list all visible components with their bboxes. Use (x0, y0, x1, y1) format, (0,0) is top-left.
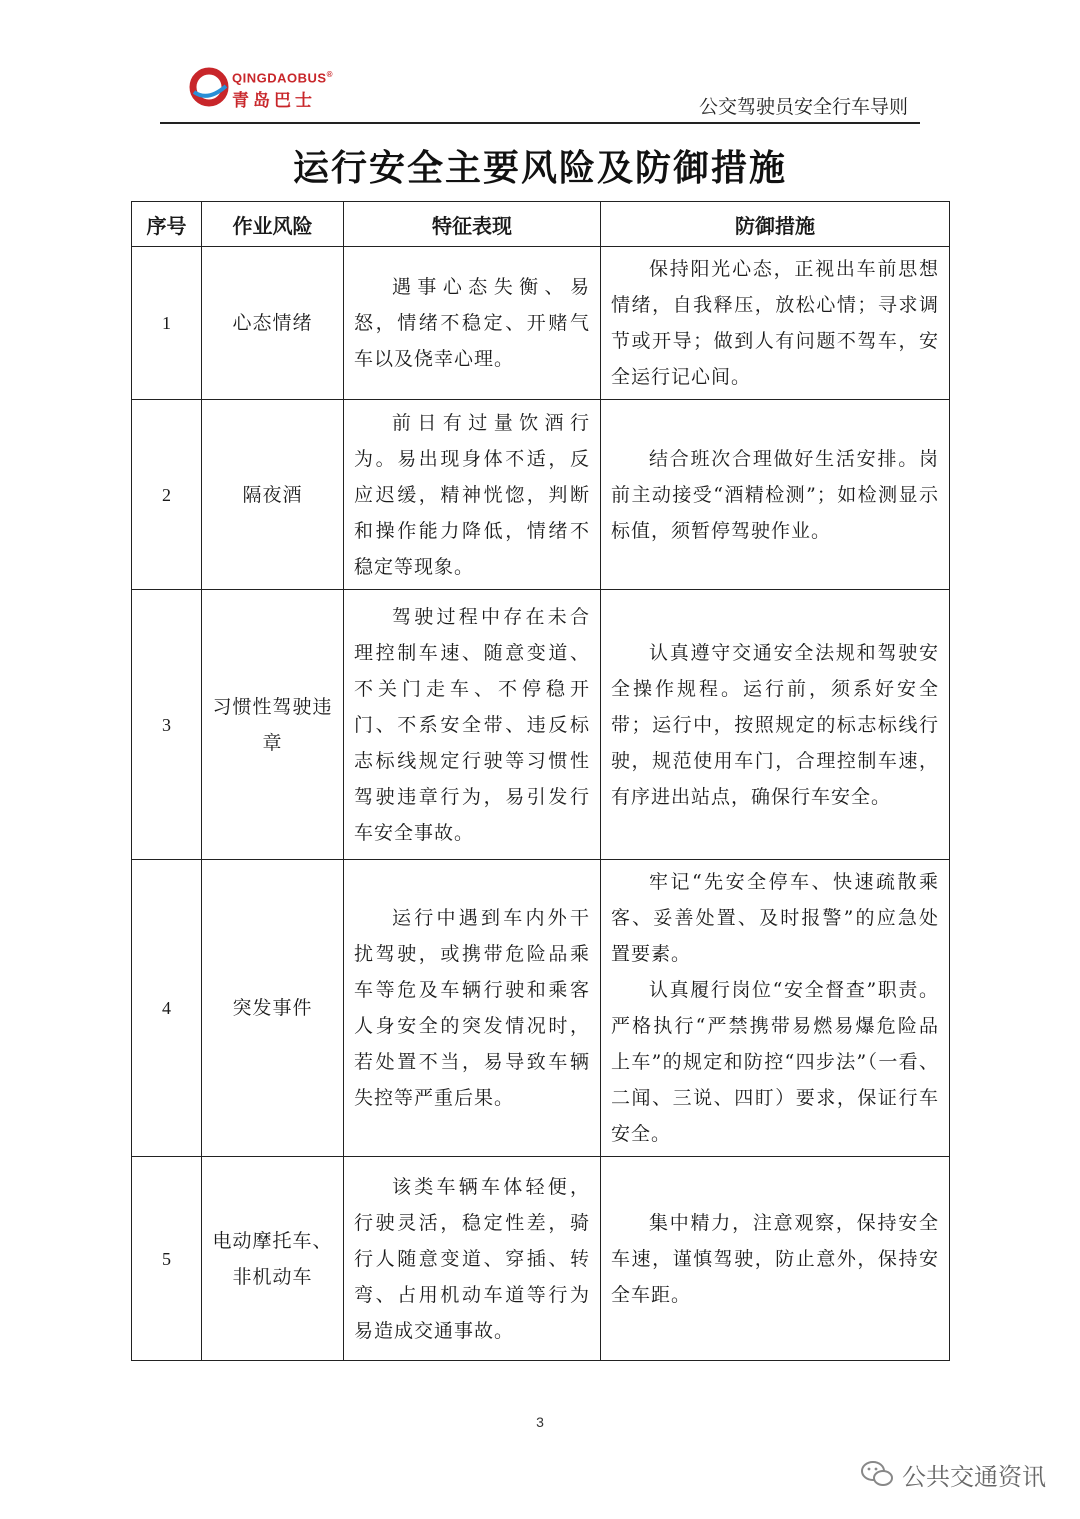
table-row (132, 400, 950, 590)
watermark (860, 1454, 1046, 1494)
document-title: 运行安全主要风险及防御措施 (292, 148, 787, 189)
table-row (132, 1157, 950, 1361)
row-number: 2 (132, 400, 202, 590)
row-features: 遇事心态失衡、易怒，情绪不稳定、开赌气车以及侥幸心理。 (344, 247, 601, 400)
table-row (132, 247, 950, 400)
row-measures: 集中精力，注意观察，保持安全车速，谨慎驾驶，防止意外，保持安全车距。 (601, 1157, 950, 1361)
header-cell-measures: 防御措施 (601, 202, 950, 247)
page-header (160, 62, 920, 124)
row-number: 1 (132, 247, 202, 400)
table-header-row (132, 202, 950, 247)
header-title: 公交驾驶员安全行车导则 (698, 96, 908, 118)
logo-emblem-icon (188, 66, 230, 108)
header-cell-features: 特征表现 (344, 202, 601, 247)
row-features: 运行中遇到车内外干扰驾驶，或携带危险品乘车等危及车辆行驶和乘客人身安全的突发情况时，若处置不当，易导致车辆失控等严重后果。 (344, 860, 601, 1157)
row-measures: 牢记“先安全停车、快速疏散乘客、妥善处置、及时报警”的应急处置要素。 认真履行岗位“安全督查”职责。严格执行“严禁携带易燃易爆危险品上车”的规定和防控“四步法”（一看、二闻、三说、四盯）要求，保证行车安全。 (601, 860, 950, 1157)
logo-chinese-text: 青岛巴士 (232, 91, 316, 111)
row-number: 3 (132, 590, 202, 860)
row-risk: 电动摩托车、非机动车 (202, 1157, 344, 1361)
row-risk: 隔夜酒 (202, 400, 344, 590)
header-cell-number: 序号 (132, 202, 202, 247)
row-number: 5 (132, 1157, 202, 1361)
table-row (132, 860, 950, 1157)
row-number: 4 (132, 860, 202, 1157)
qingdaobus-logo (188, 66, 388, 112)
wechat-icon (860, 1459, 894, 1489)
row-risk: 心态情绪 (202, 247, 344, 400)
row-measures: 保持阳光心态，正视出车前思想情绪，自我释压，放松心情；寻求调节或开导；做到人有问题不驾车，安全运行记心间。 (601, 247, 950, 400)
row-measures: 认真遵守交通安全法规和驾驶安全操作规程。运行前，须系好安全带；运行中，按照规定的标志标线行驶，规范使用车门，合理控制车速，有序进出站点，确保行车安全。 (601, 590, 950, 860)
row-features: 该类车辆车体轻便，行驶灵活，稳定性差，骑行人随意变道、穿插、转弯、占用机动车道等行为易造成交通事故。 (344, 1157, 601, 1361)
row-measures: 结合班次合理做好生活安排。岗前主动接受“酒精检测”；如检测显示标值，须暂停驾驶作业。 (601, 400, 950, 590)
table-row (132, 590, 950, 860)
logo-english-text: QINGDAOBUS® (232, 70, 333, 86)
row-features: 驾驶过程中存在未合理控制车速、随意变道、不关门走车、不停稳开门、不系安全带、违反标志标线规定行驶等习惯性驾驶违章行为，易引发行车安全事故。 (344, 590, 601, 860)
watermark-text: 公共交通资讯 (902, 1462, 1046, 1491)
row-risk: 习惯性驾驶违章 (202, 590, 344, 860)
row-risk: 突发事件 (202, 860, 344, 1157)
row-features: 前日有过量饮酒行为。易出现身体不适，反应迟缓，精神恍惚，判断和操作能力降低，情绪不稳定等现象。 (344, 400, 601, 590)
page-number: 3 (536, 1414, 544, 1430)
header-cell-risk: 作业风险 (202, 202, 344, 247)
risk-table (131, 201, 950, 1361)
